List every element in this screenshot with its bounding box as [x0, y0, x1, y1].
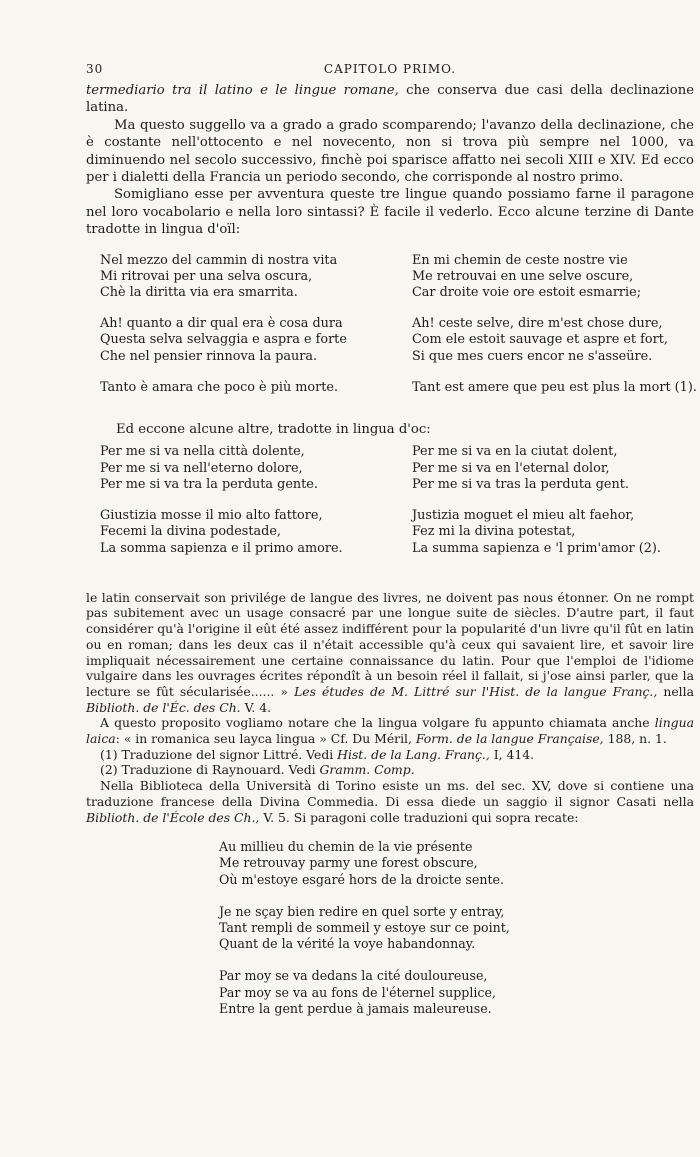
note-text: nella — [657, 683, 694, 699]
verse-line: Si que mes cuers encor ne s'asseüre. — [412, 348, 653, 364]
verse-line: Au millieu du chemin de la vie présente — [219, 839, 473, 855]
verse-line: Per me si va tra la perduta gente. — [100, 476, 318, 492]
verse-line: Me retrouvai en une selve oscure, — [412, 268, 634, 284]
stanza — [100, 253, 362, 302]
note-text: le latin conservait son privilége de langue des livres, ne doivent pas nous étonner. On ne rompt pas subitement avec un usage consacré par une longue suite de siècles. D'autre part, il faut considérer qu'à l'origine il eût été assez indifférent pour la popularité d'un livre qu'il fût en latin ou en roman; dans les deux cas il n'était accessible qu'à ceux qui savaient lire, et savoir lire impliquait nécessairement une certaine connaissance du latin. Pour que l'emploi de l'idiome vulgaire dans les ouvrages écrites répondît à un besoin réel il fallait, si j'ose ainsi parler, que la lecture se fût sécularisée...... » — [86, 589, 694, 699]
stanza — [412, 444, 694, 493]
verse-line: Car droite voie ore estoit esmarrie; — [412, 285, 642, 301]
note-citation: Biblioth. de l'Éc. des Ch. — [86, 699, 241, 715]
stanza — [219, 839, 694, 888]
stanza — [100, 444, 362, 493]
running-header — [86, 62, 694, 82]
verse-line: Entre la gent perdue à jamais maleureuse. — [219, 1000, 492, 1016]
footnote-2 — [86, 762, 694, 778]
stanza — [100, 380, 362, 396]
note-citation: Gramm. Comp. — [319, 762, 415, 778]
verse-line: Me retrouvay parmy une forest obscure, — [219, 855, 478, 871]
note-citation: Les études de M. Littré sur l'Hist. de la langue Franç., — [294, 683, 658, 699]
stanza — [412, 253, 694, 302]
main-text — [86, 82, 694, 239]
stanza — [412, 316, 694, 365]
provencal-verses-oc — [412, 444, 694, 571]
stanza — [100, 508, 362, 557]
verse-line: Questa selva selvaggia e aspra e forte — [100, 332, 347, 348]
note-text: (1) Traduzione del signor Littré. Vedi — [100, 746, 338, 762]
note-text: (2) Traduzione di Raynouard. Vedi — [100, 762, 320, 778]
stanza — [100, 316, 362, 365]
note-citation: Hist. de la Lang. Franç., — [337, 746, 490, 762]
note-text: V. 5. Si paragoni colle traduzioni qui sopra recate: — [259, 809, 579, 825]
page — [86, 62, 697, 1033]
paragraph-1-rest: che conserva due casi della declinazione latina. — [86, 83, 694, 116]
note-text: A questo proposito vogliamo notare che la lingua volgare fu appunto chiamata anche — [100, 715, 655, 731]
note-citation: Form. de la langue Française, — [415, 731, 604, 747]
stanza — [412, 379, 697, 396]
note-text: V. 4. — [240, 699, 272, 715]
verse-line: Quant de la vérité la voye habandonnay. — [219, 936, 476, 952]
stanza — [219, 968, 694, 1017]
stanza — [412, 508, 694, 557]
verse-line: Tant est amere que peu est plus la mort (1). — [412, 379, 697, 395]
page-number: 30 — [86, 62, 104, 76]
verse-line: Justizia moguet el mieu alt faehor, — [412, 508, 635, 524]
italian-verses-oil — [100, 253, 362, 411]
verse-line: Com ele estoit sauvage et aspre et fort, — [412, 332, 668, 348]
notes-section — [86, 590, 694, 826]
verse-line: Par moy se va au fons de l'éternel supplice, — [219, 984, 496, 1000]
note-citation: Biblioth. de l'École des Ch., — [86, 809, 260, 825]
verse-line: La somma sapienza e il primo amore. — [100, 540, 343, 556]
french-verses-oil — [412, 252, 697, 411]
verse-line: Je ne sçay bien redire en quel sorte y entray, — [219, 903, 505, 919]
verse-line: Nel mezzo del cammin di nostra vita — [100, 252, 338, 268]
verse-line: Fez mi la divina potestat, — [412, 524, 576, 540]
oc-verse-comparison — [86, 444, 694, 571]
footnote-1 — [86, 747, 694, 763]
verse-line: Fecemi la divina podestade, — [100, 524, 281, 540]
verse-line: Tant rempli de sommeil y estoye sur ce point, — [219, 920, 510, 936]
verse-line: Ah! ceste selve, dire m'est chose dure, — [412, 316, 663, 332]
verse-line: Per me si va nella città dolente, — [100, 444, 305, 460]
note-continuation — [86, 590, 694, 716]
verse-line: Per me si va en l'eternal dolor, — [412, 460, 610, 476]
verse-line: Per me si va tras la perduta gent. — [412, 476, 629, 492]
verse-line: Où m'estoye esgaré hors de la droicte sente. — [219, 871, 504, 887]
verse-line: Par moy se va dedans la cité douloureuse, — [219, 968, 488, 984]
italic-phrase: termediario tra il latino e le lingue romane, — [86, 83, 399, 98]
paragraph-2: Ma questo suggello va a grado a grado scomparendo; l'avanzo della declinazione, che è costante nell'ottocento e nel novecento, non si trova più sempre nel 1000, va diminuendo nel secolo successivo, finchè poi sparisce affatto nei secoli XIII e XIV. Ed ecco per i dialetti della Francia un periodo secondo, che corrisponde al nostro primo. — [86, 117, 694, 186]
verse-line: Che nel pensier rinnova la paura. — [100, 348, 318, 364]
note-text: Nella Biblioteca della Università di Torino esiste un ms. del sec. XV, dove si contiene una traduzione francese della Divina Commedia. Di essa diede un saggio il signor Casati nella — [86, 778, 694, 809]
verse-line: Mi ritrovai per una selva oscura, — [100, 268, 313, 284]
verse-line: Giustizia mosse il mio alto fattore, — [100, 508, 323, 524]
verse-line: Tanto è amara che poco è più morte. — [100, 379, 339, 395]
italian-verses-oc — [100, 444, 362, 571]
verse-line: Per me si va en la ciutat dolent, — [412, 444, 618, 460]
verse-line: Chè la diritta via era smarrita. — [100, 285, 298, 301]
oil-verse-comparison — [86, 252, 697, 411]
chapter-title: CAPITOLO PRIMO. — [323, 62, 457, 76]
note-text: I, 414. — [489, 746, 535, 762]
stanza — [219, 904, 694, 953]
verse-line: Per me si va nell'eterno dolore, — [100, 460, 303, 476]
oc-intro: Ed eccone alcune altre, tradotte in lingua d'oc: — [116, 422, 431, 438]
note-citation: lingua laica — [86, 715, 694, 747]
note-paragraph — [86, 778, 694, 825]
verse-line: En mi chemin de ceste nostre vie — [412, 252, 628, 268]
note-paragraph — [86, 715, 694, 746]
paragraph-3: Somigliano esse per avventura queste tre lingue quando possiamo farne il paragone nel loro vocabolario e nella loro sintassi? È facile il vederlo. Ecco alcune terzine di Dante tradotte in lingua d'oïl: — [86, 187, 694, 238]
verse-line: La summa sapienza e 'l prim'amor (2). — [412, 540, 661, 556]
french-manuscript-verses — [219, 839, 694, 1017]
verse-line: Ah! quanto a dir qual era è cosa dura — [100, 316, 343, 332]
paragraph-1 — [86, 82, 694, 117]
note-text: : « in romanica seu layca lingua » Cf. Du Méril, — [115, 731, 416, 747]
note-text: 188, n. 1. — [603, 731, 667, 747]
